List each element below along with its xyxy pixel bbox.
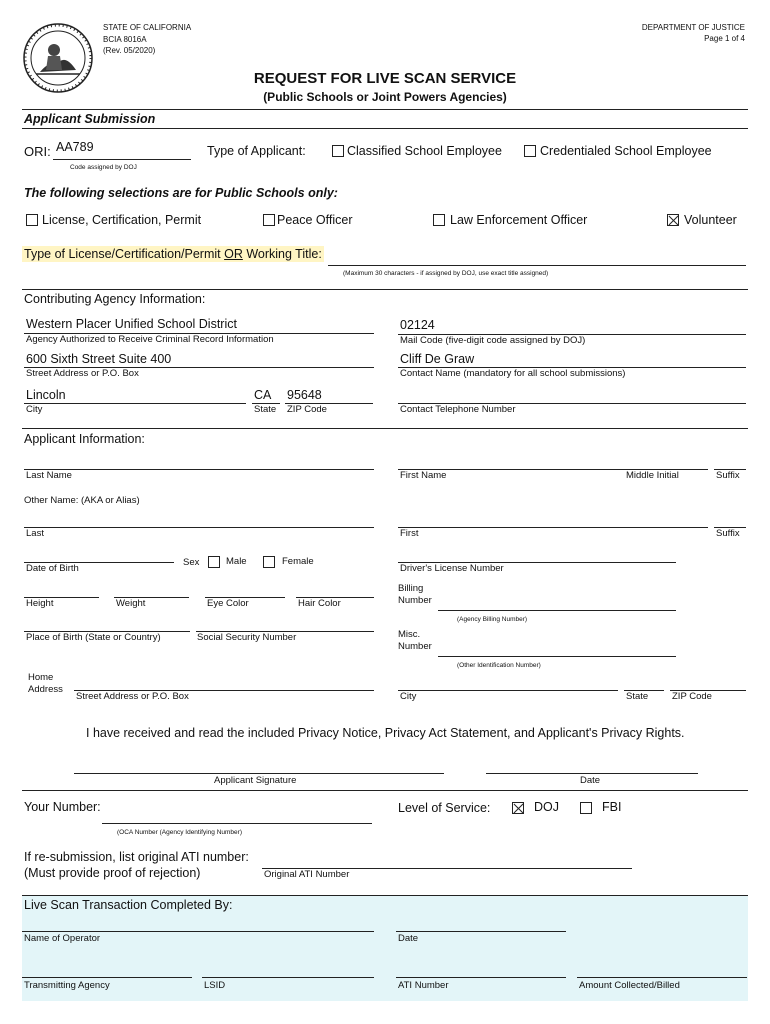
type-of-applicant-label: Type of Applicant: [207,144,306,158]
female-checkbox[interactable] [263,556,275,568]
your-number-label: Your Number: [24,800,101,814]
home-zip-label: ZIP Code [672,691,712,702]
other-name-label: Other Name: (AKA or Alias) [24,495,140,506]
dl-label: Driver's License Number [400,563,504,574]
aka-first-label: First [400,528,419,539]
contributing-agency-heading: Contributing Agency Information: [24,292,206,306]
male-label: Male [226,556,247,567]
section-applicant-submission: Applicant Submission [24,112,156,126]
home-street-label: Street Address or P.O. Box [76,691,189,702]
agency-label: Agency Authorized to Receive Criminal Record Information [26,334,274,345]
signature-label: Applicant Signature [214,775,297,786]
amount-label: Amount Collected/Billed [579,980,680,991]
license-checkbox[interactable] [26,214,38,226]
middle-initial-label: Middle Initial [626,470,679,481]
license-label: License, Certification, Permit [42,213,202,227]
eye-color-label: Eye Color [207,598,249,609]
agency-input[interactable]: Western Placer Unified School District [26,317,237,331]
zip-label: ZIP Code [287,404,327,415]
your-number-input[interactable] [102,823,372,824]
operator-date-label: Date [398,933,419,944]
home-state-label: State [626,691,649,702]
live-scan-heading: Live Scan Transaction Completed By: [24,898,233,912]
billing-label-b: Number [398,595,432,606]
working-title-note: (Maximum 30 characters - if assigned by DOJ, use exact title assigned) [343,270,549,277]
volunteer-checkbox[interactable] [667,214,679,226]
height-label: Height [26,598,54,609]
credentialed-label: Credentialed School Employee [540,144,712,158]
signature-date-label: Date [580,775,601,786]
lsid-label: LSID [204,980,226,991]
billing-note: (Agency Billing Number) [457,616,528,623]
state-label: State [254,404,277,415]
applicant-info-heading: Applicant Information: [24,432,145,446]
amount-input[interactable] [577,977,747,978]
peace-officer-checkbox[interactable] [263,214,275,226]
ori-input[interactable]: AA789 [56,140,94,154]
misc-label-a: Misc. [398,629,421,640]
operator-input[interactable] [22,931,374,932]
city-label: City [26,404,43,415]
fbi-checkbox[interactable] [580,802,592,814]
mail-code-input[interactable]: 02124 [400,318,435,332]
fbi-label: FBI [602,800,622,814]
header-form-id: BCIA 8016A [103,35,147,44]
female-label: Female [282,556,314,567]
ati-number-label: ATI Number [398,980,449,991]
street-label: Street Address or P.O. Box [26,368,139,379]
signature-input[interactable] [74,773,444,774]
city-input[interactable]: Lincoln [26,388,66,402]
header-department: DEPARTMENT OF JUSTICE [641,23,745,32]
contact-name-label: Contact Name (mandatory for all school submissions) [400,368,626,379]
ori-label: ORI: [24,144,51,159]
doj-label: DOJ [534,800,559,814]
header-page: Page 1 of 4 [704,34,745,43]
aka-first-input[interactable] [398,527,708,528]
operator-date-input[interactable] [396,931,566,932]
privacy-statement: I have received and read the included Privacy Notice, Privacy Act Statement, and Applicant's Privacy Rights. [86,726,685,740]
operator-label: Name of Operator [24,933,101,944]
signature-date-input[interactable] [486,773,698,774]
misc-note: (Other Identification Number) [457,662,541,669]
page-title: REQUEST FOR LIVE SCAN SERVICE [253,70,517,87]
page-subtitle: (Public Schools or Joint Powers Agencies) [263,90,507,104]
billing-label-a: Billing [398,583,424,594]
street-input[interactable]: 600 Sixth Street Suite 400 [26,352,172,366]
resubmission-label-b: (Must provide proof of rejection) [24,866,201,880]
ati-number-input[interactable] [396,977,566,978]
state-input[interactable]: CA [254,388,272,402]
law-enforcement-checkbox[interactable] [433,214,445,226]
header-rev: (Rev. 05/2020) [103,46,156,55]
dob-label: Date of Birth [26,563,79,574]
first-name-label: First Name [400,470,447,481]
aka-suffix-label: Suffix [716,528,740,539]
ssn-label: Social Security Number [197,632,297,643]
zip-input[interactable]: 95648 [287,388,322,402]
sex-label: Sex [183,557,200,568]
aka-last-label: Last [26,528,44,539]
home-address-label-a: Home [28,672,54,683]
lsid-input[interactable] [202,977,374,978]
home-city-label: City [400,691,417,702]
suffix-label: Suffix [716,470,740,481]
credentialed-checkbox[interactable] [524,145,536,157]
hair-color-label: Hair Color [298,598,341,609]
last-name-label: Last Name [26,470,72,481]
aka-last-input[interactable] [24,527,374,528]
volunteer-label: Volunteer [684,213,737,227]
weight-label: Weight [116,598,146,609]
law-enforcement-label: Law Enforcement Officer [450,213,588,227]
home-address-label-b: Address [28,684,63,695]
peace-officer-label: Peace Officer [277,213,353,227]
last-name-input[interactable] [24,469,374,470]
header-state: STATE OF CALIFORNIA [103,23,192,32]
contact-name-input[interactable]: Cliff De Graw [400,352,475,366]
pob-label: Place of Birth (State or Country) [26,632,161,643]
resubmission-label-a: If re-submission, list original ATI number: [24,850,249,864]
public-schools-heading: The following selections are for Public Schools only: [24,186,338,200]
male-checkbox[interactable] [208,556,220,568]
mail-code-label: Mail Code (five-digit code assigned by DOJ) [400,335,586,346]
transmitting-agency-label: Transmitting Agency [24,980,110,991]
misc-input[interactable] [438,656,676,657]
oca-note: (OCA Number (Agency Identifying Number) [117,829,242,836]
working-title-label: Type of License/Certification/Permit OR Working Title: [24,247,322,261]
classified-checkbox[interactable] [332,145,344,157]
phone-label: Contact Telephone Number [400,404,516,415]
ori-note: Code assigned by DOJ [70,164,137,171]
working-title-input[interactable] [328,265,746,266]
classified-label: Classified School Employee [347,144,502,158]
transmitting-agency-input[interactable] [22,977,192,978]
doj-checkbox[interactable] [512,802,524,814]
original-ati-label: Original ATI Number [264,869,350,880]
home-city-input[interactable] [398,690,618,691]
billing-input[interactable] [438,610,676,611]
misc-label-b: Number [398,641,432,652]
level-of-service-label: Level of Service: [398,801,491,815]
